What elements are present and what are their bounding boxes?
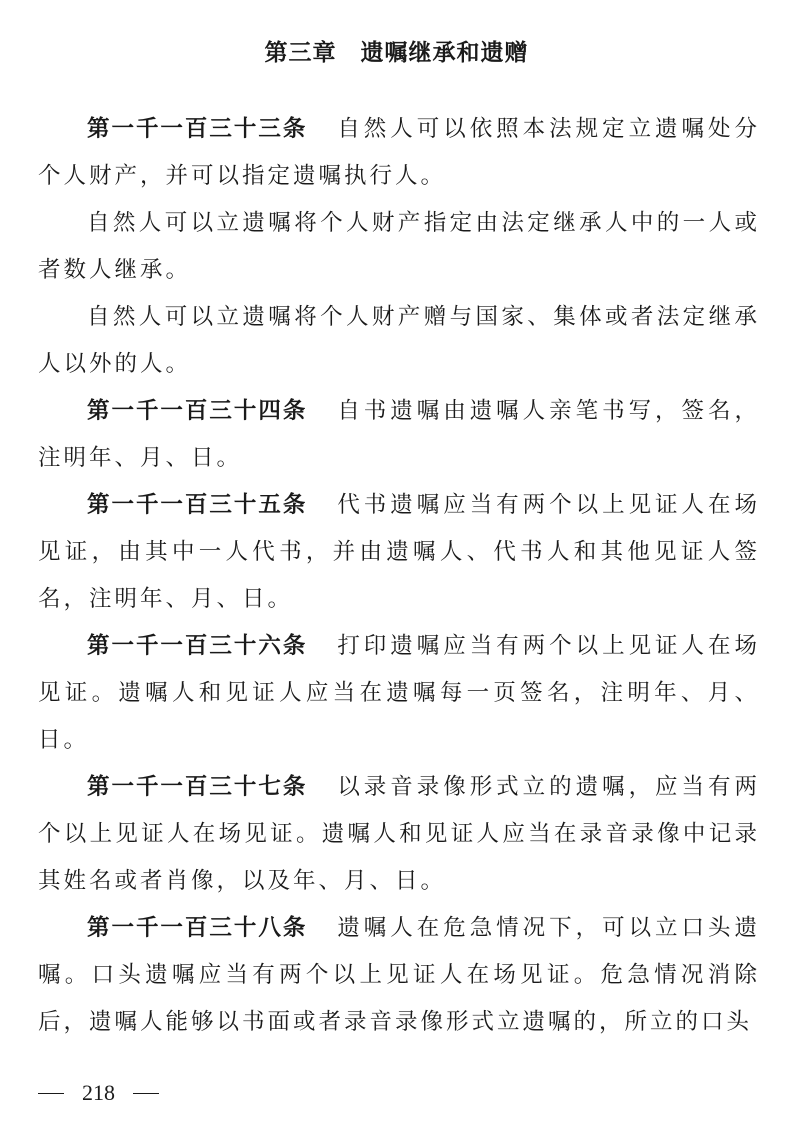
article-text: 代书遗嘱应当有两个以上见证人在场见证，由其中一人代书，并由遗嘱人、代书人和其他见证人签名，注明年、月、日。 [38,492,760,612]
article-text: 自书遗嘱由遗嘱人亲笔书写，签名，注明年、月、日。 [38,398,760,471]
article-1138 [38,905,760,1046]
chapter-title: 第三章 遗嘱继承和遗赠 [264,40,529,66]
article-number: 第一千一百三十七条 [87,774,308,800]
article-1133-paragraph-2: 自然人可以立遗嘱将个人财产指定由法定继承人中的一人或者数人继承。 [38,210,760,283]
footer-dash-left [38,1093,64,1094]
article-text: 打印遗嘱应当有两个以上见证人在场见证。遗嘱人和见证人应当在遗嘱每一页签名，注明年、月、日。 [38,633,760,753]
article-1133 [38,106,760,200]
page-footer [38,1080,159,1106]
article-text: 以录音录像形式立的遗嘱，应当有两个以上见证人在场见证。遗嘱人和见证人应当在录音录像中记录其姓名或者肖像，以及年、月、日。 [38,774,760,894]
article-text: 自然人可以依照本法规定立遗嘱处分个人财产，并可以指定遗嘱执行人。 [38,116,760,189]
article-1135 [38,482,760,623]
article-number: 第一千一百三十三条 [87,116,308,142]
article-number: 第一千一百三十五条 [87,492,308,518]
article-1136 [38,623,760,764]
article-number: 第一千一百三十四条 [87,398,308,424]
article-number: 第一千一百三十六条 [87,633,308,659]
page-number: 218 [82,1080,115,1105]
footer-dash-right [133,1093,159,1094]
article-1133-paragraph-3: 自然人可以立遗嘱将个人财产赠与国家、集体或者法定继承人以外的人。 [38,304,760,377]
article-1134 [38,388,760,482]
article-text: 遗嘱人在危急情况下，可以立口头遗嘱。口头遗嘱应当有两个以上见证人在场见证。危急情况消除后，遗嘱人能够以书面或者录音录像形式立遗嘱的，所立的口头 [38,915,760,1035]
article-number: 第一千一百三十八条 [87,915,308,941]
article-1137 [38,764,760,905]
document-body [38,106,760,1046]
